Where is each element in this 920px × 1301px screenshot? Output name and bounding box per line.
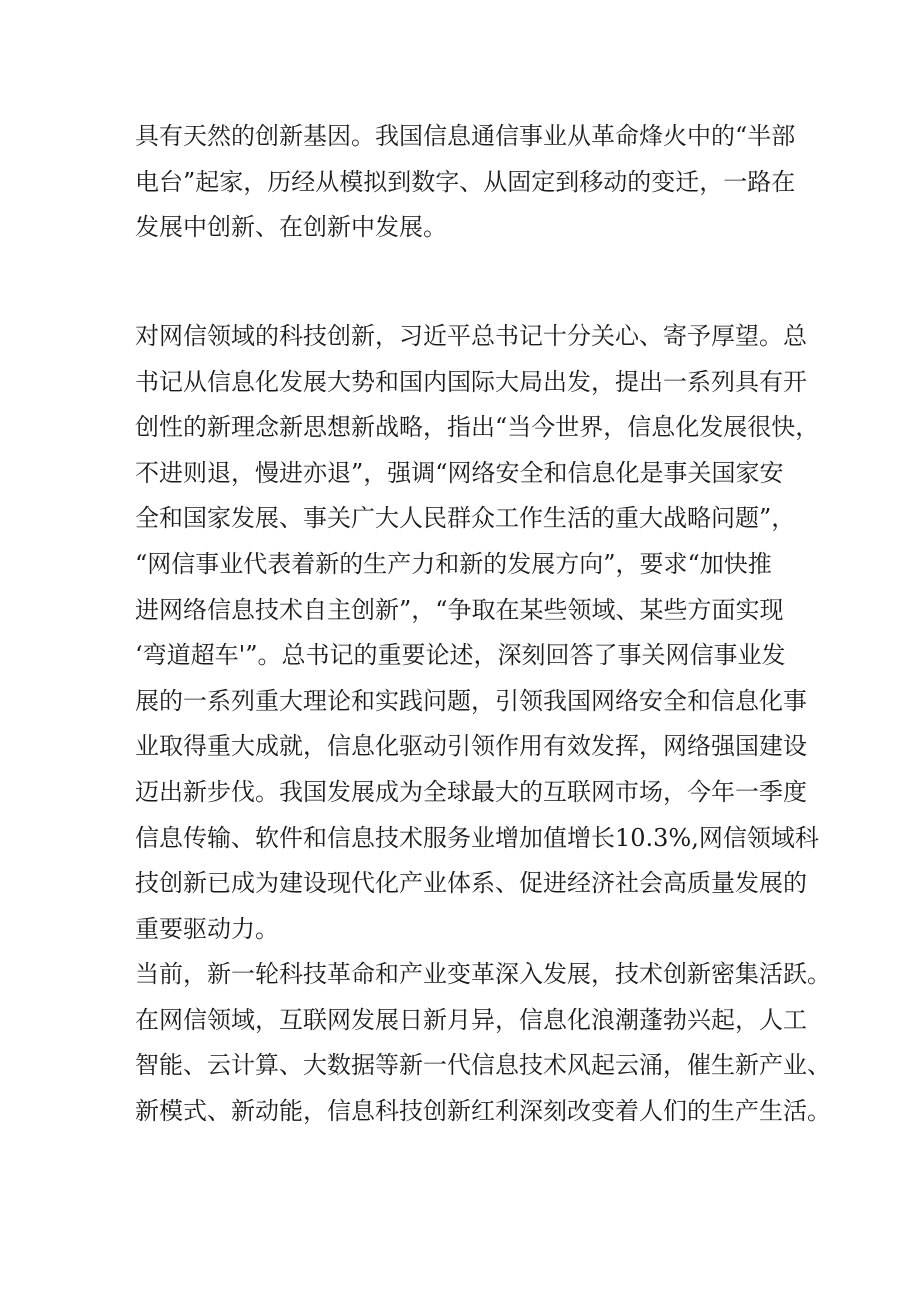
text-line: 全和国家发展、事关广大人民群众工作生活的重大战略问题”， [135, 504, 796, 533]
text-line: 新模式、新动能，信息科技创新红利深刻改变着人们的生产生活。 [135, 1096, 831, 1125]
text-line: 信息传输、软件和信息技术服务业增加值增长10.3%,网信领域科 [135, 823, 819, 852]
text-line: 不进则退，慢进亦退”，强调“网络安全和信息化是事关国家安 [135, 458, 784, 487]
text-line: 重要驱动力。 [135, 914, 279, 943]
text-line: ‘弯道超车'”。总书记的重要论述，深刻回答了事关网信事业发 [135, 641, 786, 670]
text-line: 创性的新理念新思想新战略，指出“当今世界，信息化发展很快， [135, 413, 820, 442]
text-line: “网信事业代表着新的生产力和新的发展方向”，要求“加快推 [135, 549, 772, 578]
text-line: 对网信领域的科技创新，习近平总书记十分关心、寄予厚望。总 [135, 322, 807, 350]
paragraph-tech-revolution [135, 952, 831, 1134]
text-line: 智能、云计算、大数据等新一代信息技术风起云涌，催生新产业、 [135, 1051, 831, 1080]
text-line: 当前，新一轮科技革命和产业变革深入发展，技术创新密集活跃。 [135, 960, 831, 988]
text-line: 发展中创新、在创新中发展。 [135, 213, 447, 242]
paragraph-innovation-gene [135, 114, 795, 251]
text-line: 电台”起家，历经从模拟到数字、从固定到移动的变迁，一路在 [135, 167, 796, 196]
text-line: 具有天然的创新基因。我国信息通信事业从革命烽火中的“半部 [135, 122, 796, 150]
text-line: 展的一系列重大理论和实践问题，引领我国网络安全和信息化事 [135, 686, 807, 715]
text-line: 业取得重大成就，信息化驱动引领作用有效发挥，网络强国建设 [135, 732, 807, 761]
text-line: 技创新已成为建设现代化产业体系、促进经济社会高质量发展的 [135, 869, 807, 898]
text-line: 迈出新步伐。我国发展成为全球最大的互联网市场，今年一季度 [135, 777, 807, 806]
text-line: 书记从信息化发展大势和国内国际大局出发，提出一系列具有开 [135, 367, 807, 396]
paragraph-general-secretary-remarks [135, 314, 819, 952]
text-line: 进网络信息技术自主创新”，“争取在某些领域、某些方面实现 [135, 595, 784, 624]
text-line: 在网信领域，互联网发展日新月异，信息化浪潮蓬勃兴起，人工 [135, 1005, 807, 1034]
